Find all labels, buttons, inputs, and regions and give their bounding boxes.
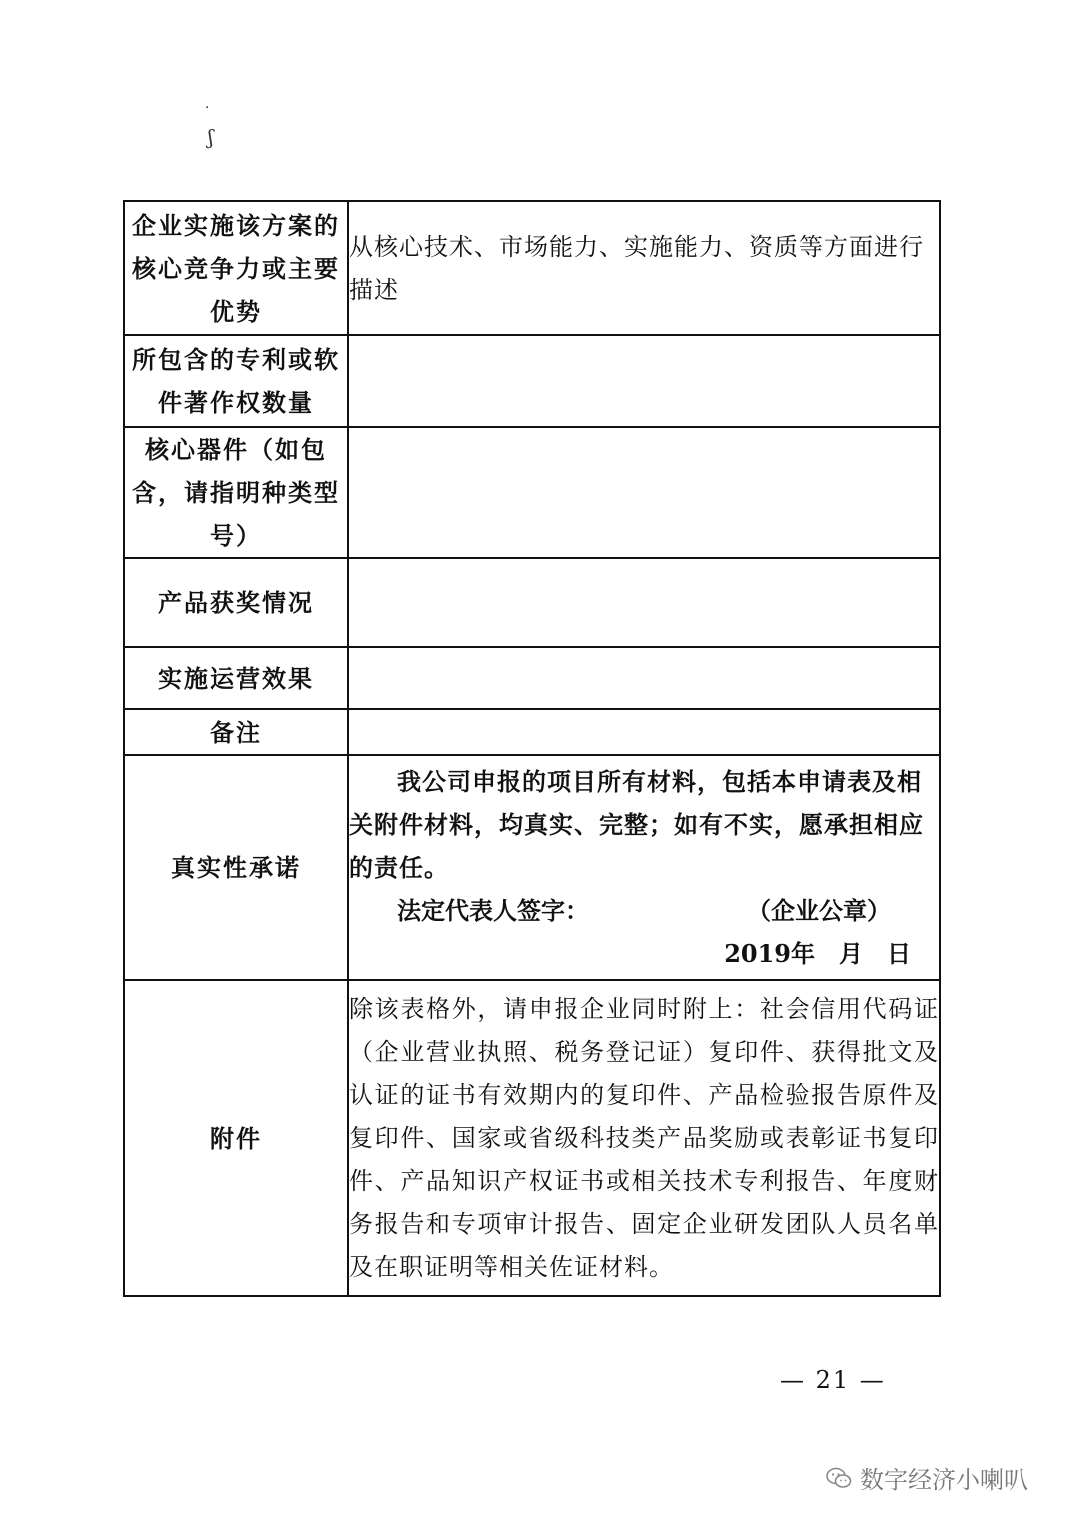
row-label-core-components: 核心器件（如包含，请指明种类型号） (124, 427, 348, 558)
row-label-operation-effect: 实施运营效果 (124, 647, 348, 709)
scan-mark: ʃ (208, 125, 214, 149)
row-value-remarks[interactable] (348, 709, 940, 755)
row-value-awards[interactable] (348, 558, 940, 647)
table-row (124, 755, 940, 980)
table-row (124, 335, 940, 427)
promise-cell (348, 755, 940, 980)
signature-line (349, 889, 939, 932)
row-label-awards: 产品获奖情况 (124, 558, 348, 647)
table-row (124, 647, 940, 709)
table-row (124, 709, 940, 755)
row-value-operation-effect[interactable] (348, 647, 940, 709)
watermark (826, 1460, 1028, 1495)
table-row (124, 427, 940, 558)
scan-mark: · (205, 100, 210, 116)
table-row (124, 980, 940, 1296)
table-row (124, 558, 940, 647)
table-row (124, 201, 940, 335)
row-value-competitiveness[interactable]: 从核心技术、市场能力、实施能力、资质等方面进行描述 (348, 201, 940, 335)
attachment-text: 除该表格外，请申报企业同时附上：社会信用代码证（企业营业执照、税务登记证）复印件、获得批文及认证的证书有效期内的复印件、产品检验报告原件及复印件、国家或省级科技类产品奖励或表彰证书复印件、产品知识产权证书或相关技术专利报告、年度财务报告和专项审计报告、固定企业研发团队人员名单及在职证明等相关佐证材料。 (348, 980, 940, 1296)
row-label-patents: 所包含的专利或软件著作权数量 (124, 335, 348, 427)
promise-date: 2019年 月 日 (724, 939, 911, 968)
row-value-core-components[interactable] (348, 427, 940, 558)
row-label-competitiveness: 企业实施该方案的核心竞争力或主要优势 (124, 201, 348, 335)
row-label-promise: 真实性承诺 (124, 755, 348, 980)
row-label-attachment: 附件 (124, 980, 348, 1296)
row-value-patents[interactable] (348, 335, 940, 427)
company-seal-label: （企业公章） (747, 896, 891, 925)
promise-text: 我公司申报的项目所有材料，包括本申请表及相关附件材料，均真实、完整；如有不实，愿承担相应的责任。 (349, 767, 924, 882)
watermark-text: 数字经济小喇叭 (860, 1466, 1028, 1494)
application-form-table (123, 200, 941, 1297)
row-label-remarks: 备注 (124, 709, 348, 755)
legal-rep-signature-label: 法定代表人签字： (397, 896, 589, 925)
page-number: — 21 — (780, 1366, 886, 1394)
wechat-icon (826, 1467, 852, 1489)
